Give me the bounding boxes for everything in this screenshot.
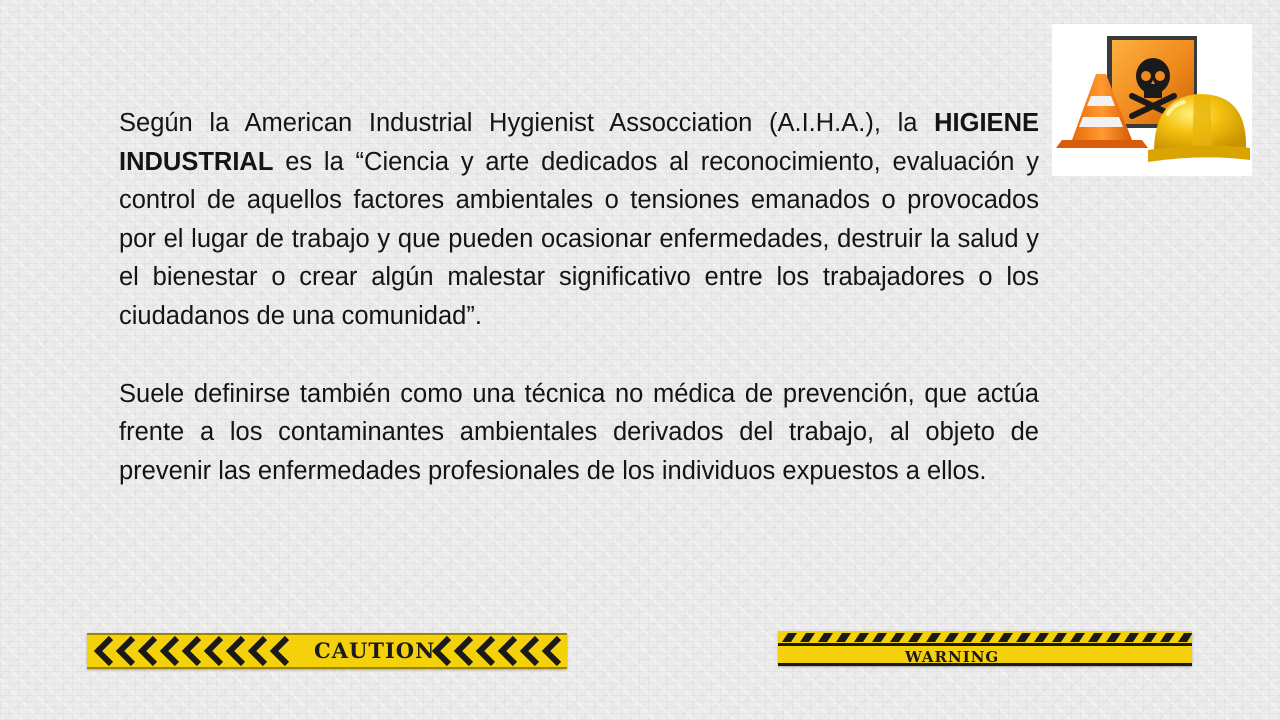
warning-label: WARNING [905, 648, 1000, 666]
caution-tape [87, 633, 567, 669]
slide-body [119, 104, 1039, 490]
definition-rest: es la “Ciencia y arte dedicados al reconocimiento, evaluación y control de aquellos factores ambientales o tensiones emanados o provocados por el lugar de trabajo y que pueden ocasionar enfermedades, destruir la salud y el bienestar o crear algún malestar significativo entre los trabajadores o los ciudadanos de una comunidad”. [119, 147, 1039, 330]
warning-tape [778, 631, 1192, 666]
caution-label: CAUTION [314, 638, 436, 663]
hazard-illustration [1052, 24, 1252, 176]
definition-lead: Según la American Industrial Hygienist Assocciation (A.I.H.A.), la [119, 109, 935, 137]
higiene-industrial-term: HIGIENE INDUSTRIAL [119, 109, 1039, 176]
secondary-definition-paragraph: Suele definirse también como una técnica no médica de prevención, que actúa frente a los contaminantes ambientales derivados del trabajo, al objeto de prevenir las enfermedades profesionales de los individuos expuestos a ellos. [119, 379, 1039, 485]
definition-paragraph [119, 104, 1039, 336]
